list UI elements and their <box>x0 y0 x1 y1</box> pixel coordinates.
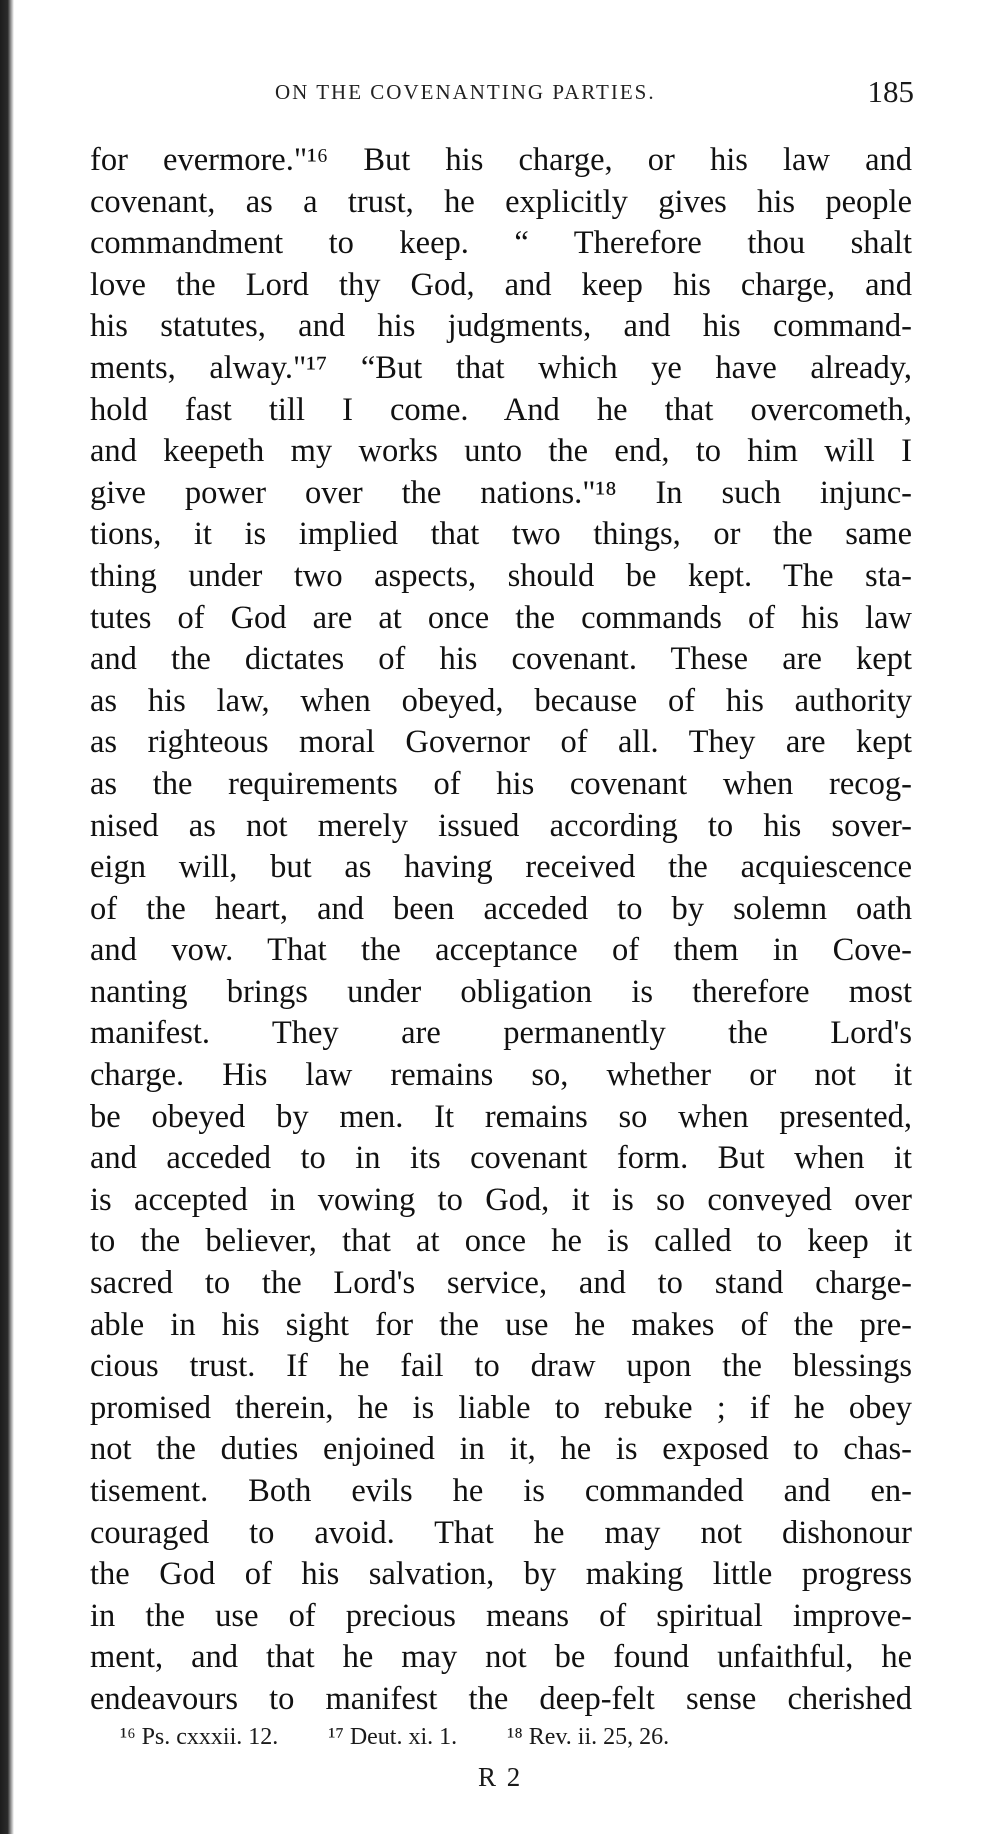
text-line: as the requirements of his covenant when recog- <box>90 765 912 802</box>
text-line: tions, it is implied that two things, or the same <box>90 516 912 553</box>
text-line: of the heart, and been acceded to by solemn oath <box>90 890 912 927</box>
text-line: tutes of God are at once the commands of his law <box>90 599 912 636</box>
page-header <box>90 74 920 114</box>
footnote-17: ¹⁷ Deut. xi. 1. <box>328 1724 458 1750</box>
text-line: promised therein, he is liable to rebuke ; if he obey <box>90 1389 912 1426</box>
text-line: in the use of precious means of spiritual improve- <box>90 1597 912 1634</box>
text-line: the God of his salvation, by making little progress <box>90 1556 912 1593</box>
text-line: not the duties enjoined in it, he is exposed to chas- <box>90 1431 912 1468</box>
page-number: 185 <box>867 74 914 109</box>
text-line: covenant, as a trust, he explicitly gives his people <box>90 183 912 220</box>
text-line: eign will, but as having received the acquiescence <box>90 849 912 886</box>
text-line: couraged to avoid. That he may not dishonour <box>90 1514 912 1551</box>
text-line: is accepted in vowing to God, it is so conveyed over <box>90 1181 912 1218</box>
text-line: love the Lord thy God, and keep his charge, and <box>90 266 912 303</box>
text-line: ments, alway."¹⁷ “But that which ye have already, <box>90 349 912 386</box>
text-line: be obeyed by men. It remains so when presented, <box>90 1098 912 1135</box>
text-line: able in his sight for the use he makes of the pre- <box>90 1306 912 1343</box>
text-line: thing under two aspects, should be kept. The sta- <box>90 557 912 594</box>
text-line: nised as not merely issued according to his sover- <box>90 807 912 844</box>
text-line: cious trust. If he fail to draw upon the blessings <box>90 1348 912 1385</box>
text-line: to the believer, that at once he is called to keep it <box>90 1223 912 1260</box>
text-line: for evermore."¹⁶ But his charge, or his law and <box>90 142 912 178</box>
text-line: sacred to the Lord's service, and to stand charge- <box>90 1265 912 1302</box>
running-head: ON THE COVENANTING PARTIES. <box>275 80 656 104</box>
text-line: nanting brings under obligation is therefore most <box>90 973 912 1010</box>
text-line: ment, and that he may not be found unfaithful, he <box>90 1639 912 1676</box>
text-line: give power over the nations."¹⁸ In such injunc- <box>90 474 912 511</box>
text-line: and keepeth my works unto the end, to him will I <box>90 433 912 470</box>
footnotes <box>120 1724 880 1751</box>
signature-mark: R 2 <box>478 1762 523 1792</box>
text-line: manifest. They are permanently the Lord's <box>90 1015 912 1052</box>
text-line: commandment to keep. “ Therefore thou shalt <box>90 225 912 262</box>
text-line: endeavours to manifest the deep-felt sense cherished <box>90 1680 912 1717</box>
body-text <box>90 140 912 1721</box>
text-line: and vow. That the acceptance of them in Cove- <box>90 932 912 969</box>
text-line: charge. His law remains so, whether or not it <box>90 1057 912 1094</box>
text-line: tisement. Both evils he is commanded and en- <box>90 1473 912 1509</box>
text-line: as righteous moral Governor of all. They are kept <box>90 724 912 761</box>
text-line: and the dictates of his covenant. These are kept <box>90 641 912 678</box>
text-line: his statutes, and his judgments, and his command- <box>90 308 912 345</box>
text-line: as his law, when obeyed, because of his authority <box>90 682 912 719</box>
footnote-18: ¹⁸ Rev. ii. 25, 26. <box>507 1724 670 1750</box>
page-binding-edge <box>0 0 14 1834</box>
text-line: hold fast till I come. And he that overcometh, <box>90 391 912 428</box>
footnote-16: ¹⁶ Ps. cxxxii. 12. <box>120 1724 279 1750</box>
text-line: and acceded to in its covenant form. But when it <box>90 1140 912 1177</box>
